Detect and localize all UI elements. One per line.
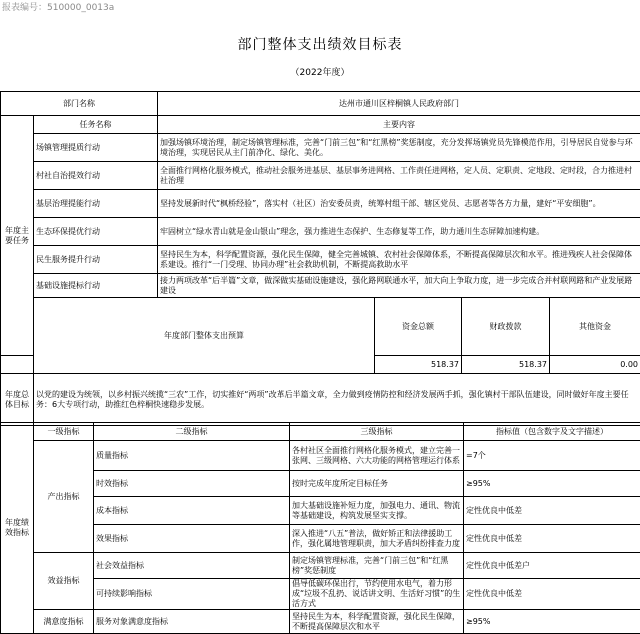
perf-value: ≥95% — [464, 610, 640, 634]
perf-header-l3: 三级指标 — [290, 423, 464, 441]
perf-l2: 社会效益指标 — [94, 553, 290, 579]
content-header: 主要内容 — [158, 116, 640, 134]
perf-l3 — [290, 525, 464, 553]
dept-name-value: 达州市通川区梓桐镇人民政府部门 — [158, 92, 640, 116]
perf-l3 — [290, 441, 464, 471]
perf-l1-satisfaction: 满意度指标 — [34, 610, 94, 634]
perf-header-l1: 一级指标 — [34, 423, 94, 441]
budget-value-fiscal: 518.37 — [462, 356, 550, 374]
budget-header-total: 资金总额 — [375, 298, 462, 356]
budget-header-other: 其他资金 — [550, 298, 640, 356]
performance-table — [0, 422, 640, 634]
task-name: 场镇管理提质行动 — [34, 134, 158, 162]
task-content-text: 全面推行网格化服务模式，推动社会服务进基层、基层事务进网格、工作责任进网格，定人员、定职责、定地段、定时段，合力推进村社治理 — [160, 166, 638, 186]
goals-table — [0, 91, 640, 426]
task-content-text: 坚持发展新时代“枫桥经验”，落实村（社区）治安委员责，统筹村组干部、辖区党员、志愿者等各方力量，建好“平安细胞”。 — [160, 199, 638, 209]
perf-l3 — [290, 610, 464, 634]
perf-l2: 服务对象满意度指标 — [94, 610, 290, 634]
perf-header-l2: 二级指标 — [94, 423, 290, 441]
page-title: 部门整体支出绩效目标表 — [0, 34, 640, 54]
perf-value: ≥95% — [464, 471, 640, 497]
task-content — [158, 162, 640, 190]
task-name: 基层治理提能行动 — [34, 190, 158, 218]
budget-header-fiscal: 财政拨款 — [462, 298, 550, 356]
perf-section-label: 年度绩效指标 — [1, 423, 34, 634]
task-name-header: 任务名称 — [34, 116, 158, 134]
perf-l3-text: 加大基础设施补短力度，加强电力、通讯、物流等基础建设，构筑发展坚实支撑。 — [292, 501, 461, 521]
task-name: 生态环保提优行动 — [34, 218, 158, 246]
task-content — [158, 246, 640, 274]
budget-value-other: 0.00 — [550, 356, 640, 374]
task-content-text: 加强场镇环境治理，制定场镇管理标准，完善“门前三包”和“红黑榜”奖惩制度，充分发挥场镇党员先锋模范作用，引导居民自觉参与环境治理，实现居民从主门前净化、绿化、美化。 — [160, 138, 638, 158]
task-name: 村社自治提效行动 — [34, 162, 158, 190]
perf-value: =7个 — [464, 441, 640, 471]
budget-value-total: 518.37 — [375, 356, 462, 374]
perf-l3 — [290, 471, 464, 497]
perf-l3-text: 倡导低碳环保出行，节约使用水电气，着力形成“垃圾不乱扔、说话讲文明、生活好习惯”的生活方式 — [292, 579, 461, 609]
perf-l3-text: 各村社区全面推行网格化服务模式，建立完善一张网、三级网格、六大功能的网格管理运行体系 — [292, 446, 461, 466]
dept-name-label: 部门名称 — [1, 92, 158, 116]
report-number: 报表编号：510000_0013a — [0, 0, 640, 16]
perf-l1-benefit: 效益指标 — [34, 553, 94, 610]
year-label: （2022年度） — [0, 65, 640, 78]
perf-l3-text: 深入推进“八五”普法，做好矫正和法律援助工作，强化属地管理职责，加大矛盾纠纷排查力度 — [292, 529, 461, 549]
task-name: 民生服务提升行动 — [34, 246, 158, 274]
task-content — [158, 274, 640, 298]
task-content-text: 牢固树立“绿水青山就是金山银山”理念，强力推进生态保护、生态修复等工作，助力通川生态屏障加速构建。 — [160, 227, 638, 237]
tasks-section-label: 年度主要任务 — [1, 116, 34, 356]
goal-section-label: 年度总体目标 — [1, 374, 34, 426]
task-content — [158, 134, 640, 162]
perf-l3 — [290, 553, 464, 579]
goal-text — [34, 374, 640, 426]
perf-l3-text: 制定场镇管理标准，完善“门前三包”和“红黑榜”奖惩制度 — [292, 556, 461, 576]
perf-l1-output: 产出指标 — [34, 441, 94, 553]
budget-label: 年度部门整体支出预算 — [34, 298, 375, 374]
perf-header-value: 指标值（包含数字及文字描述） — [464, 423, 640, 441]
perf-l2: 可持续影响指标 — [94, 579, 290, 610]
perf-l2: 时效指标 — [94, 471, 290, 497]
perf-l3-text: 坚持民生为本，科学配置资源，强化民生保障，不断提高保障层次和水平 — [292, 612, 461, 632]
task-content — [158, 190, 640, 218]
task-content — [158, 218, 640, 246]
perf-l3-text: 按时完成年度所定目标任务 — [292, 479, 461, 489]
perf-value: 定性优良中低差 — [464, 579, 640, 610]
perf-value: 定性优良中低差 — [464, 525, 640, 553]
task-content-text: 坚持民生为本，科学配置资源，强化民生保障，健全完善城镇、农村社会保障体系，不断提高保障层次和水平。推进残疾人社会保障体系建设。推行“一门受理、协同办理”社会救助机制，不断提高救助水平 — [160, 250, 638, 270]
perf-l3 — [290, 497, 464, 525]
perf-value: 定性优良中低差户 — [464, 553, 640, 579]
task-content-text: 接力两项改革“后半篇”文章，做深做实基础设施建设，强化路网联通水平，加大向上争取力度，进一步完成合并村联网路和产业发展路建设 — [160, 276, 638, 296]
perf-l2: 效果指标 — [94, 525, 290, 553]
perf-l3 — [290, 579, 464, 610]
perf-l2: 成本指标 — [94, 497, 290, 525]
perf-l2: 质量指标 — [94, 441, 290, 471]
task-name: 基础设施提标行动 — [34, 274, 158, 298]
perf-value: 定性优良中低差 — [464, 497, 640, 525]
goal-text-content: 以党的建设为统领，以乡村振兴统揽“三农”工作，切实推好“两项”改革后半篇文章，全力做到疫情防控和经济发展两手抓，强化镇村干部队伍建设，同时做好年度主要任务：6大专项行动，助推红色梓桐快速稳步发展。 — [36, 390, 638, 410]
